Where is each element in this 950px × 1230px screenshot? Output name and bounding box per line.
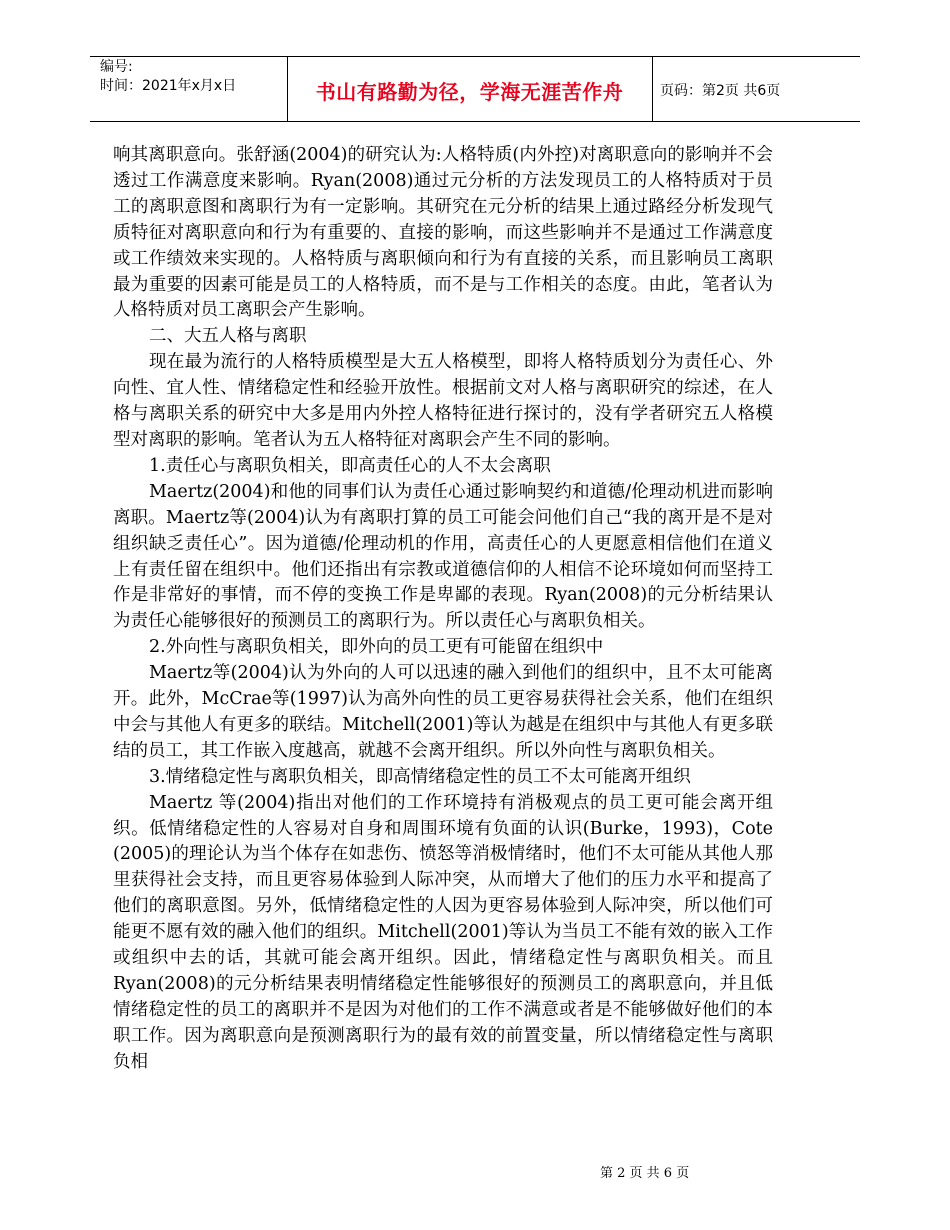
paragraph: Maertz 等(2004)指出对他们的工作环境持有消极观点的员工更可能会离开组织。低情绪稳定性的人容易对自身和周围环境有负面的认识(Burke，1993)，Cote (2005)的理论认为当个体存在如悲伤、愤怒等消极情绪时，他们不太可能从其他人那里获得社会支持，而且更容易体验到人际冲突，从而增大了他们的压力水平和提高了他们的离职意图。另外，低情绪稳定性的人因为更容易体验到人际冲突，所以他们可能更不愿有效的融入他们的组织。Mitchell(2001)等认为当员工不能有效的嵌入工作或组织中去的话，其就可能会离开组织。因此，情绪稳定性与离职负相关。而且Ryan(2008)的元分析结果表明情绪稳定性能够很好的预测员工的离职意向，并且低情绪稳定性的员工的离职并不是因为对他们的工作不满意或者是不能够做好他们的本职工作。因为离职意向是预测离职行为的最有效的前置变量，所以情绪稳定性与离职负相 [113,792,773,1072]
paragraph: Maertz等(2004)认为外向的人可以迅速的融入到他们的组织中，且不太可能离开。此外，McCrae等(1997)认为高外向性的员工更容易获得社会关系，他们在组织中会与其他人有更多的联结。Mitchell(2001)等认为越是在组织中与其他人有更多联结的员工，其工作嵌入度越高，就越不会离开组织。所以外向性与离职负相关。 [113,663,773,761]
paragraph: 现在最为流行的人格特质模型是大五人格模型，即将人格特质划分为责任心、外向性、宜人性、情绪稳定性和经验开放性。根据前文对人格与离职研究的综述，在人格与离职关系的研究中大多是用内外控人格特征进行探讨的，没有学者研究五人格模型对离职的影响。笔者认为五人格特征对离职会产生不同的影响。 [113,352,773,450]
subsection-heading: 2.外向性与离职负相关，即外向的员工更有可能留在组织中 [149,637,604,658]
paragraph-continuation: 响其离职意向。张舒涵(2004)的研究认为:人格特质(内外控)对离职意向的影响并不会透过工作满意度来影响。Ryan(2008)通过元分析的方法发现员工的人格特质对于员工的离职意图和离职行为有一定影响。其研究在元分析的结果上通过路经分析发现气质特征对离职意向和行为有重要的、直接的影响，而这些影响并不是通过工作满意度或工作绩效来实现的。人格特质与离职倾向和行为有直接的关系，而且影响员工离职最为重要的因素可能是员工的人格特质，而不是与工作相关的态度。由此，笔者认为人格特质对员工离职会产生影响。 [113,145,773,321]
paragraph: Maertz(2004)和他的同事们认为责任心通过影响契约和道德/伦理动机进而影响离职。Maertz等(2004)认为有离职打算的员工可能会问他们自己“我的离开是不是对组织缺乏责任心”。因为道德/伦理动机的作用，高责任心的人更愿意相信他们在道义上有责任留在组织中。他们还指出有宗教或道德信仰的人相信不论环境如何而坚持工作是非常好的事情，而不停的变换工作是卑鄙的表现。Ryan(2008)的元分析结果认为责任心能够很好的预测员工的离职行为。所以责任心与离职负相关。 [113,481,773,632]
header-divider-right [652,57,653,121]
section-heading: 二、大五人格与离职 [149,326,307,347]
header-motto: 书山有路勤为径，学海无涯苦作舟 [315,80,624,104]
header-time-label: 时间：2021年x月x日 [100,78,237,94]
header-bottom-rule [90,121,860,122]
header-meta [100,58,236,96]
subsection-heading: 3.情绪稳定性与离职负相关，即高情绪稳定性的员工不太可能离开组织 [149,766,691,787]
header-top-rule [90,56,860,57]
header-code-label: 编号: [100,59,133,75]
document-body [113,143,773,1076]
header-page-label: 页码：第2页 共6页 [660,83,781,99]
subsection-heading: 1.责任心与离职负相关，即高责任心的人不太会离职 [149,455,551,476]
page-footer: 第 2 页 共 6 页 [600,1166,690,1181]
